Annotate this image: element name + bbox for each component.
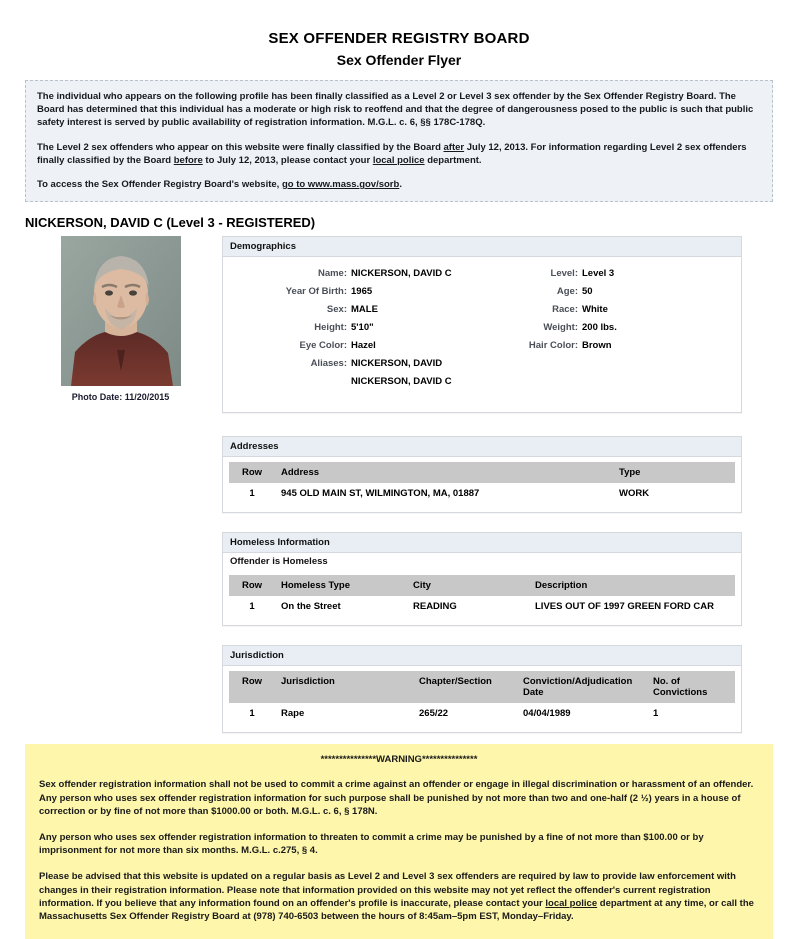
demographics-label: Eye Color:: [299, 340, 347, 352]
homeless-table: [229, 575, 735, 618]
column-header-city: City: [407, 575, 529, 596]
homeless-panel-title: Homeless Information: [223, 533, 741, 553]
sorb-website-link[interactable]: go to www.mass.gov/sorb: [281, 179, 400, 191]
warning-paragraph-2: Any person who uses sex offender registration information to threaten to commit a crime may be punished by a fine of not more than $100.00 or by imprisonment for not more than six months. M.G.L. c.275, § 4.: [39, 832, 704, 857]
column-header-type: Type: [613, 462, 735, 483]
profile-body: [0, 236, 798, 733]
demographics-row: [223, 322, 482, 333]
addresses-table: [229, 462, 735, 505]
cell-row: 1: [229, 483, 275, 505]
demographics-value: 50: [582, 286, 593, 298]
demographics-panel-title: Demographics: [223, 237, 741, 257]
cell-chapter-section: 265/22: [413, 703, 517, 725]
homeless-subtitle: Offender is Homeless: [223, 553, 741, 570]
demographics-row: [482, 304, 741, 315]
demographics-value: Brown: [582, 340, 612, 352]
column-header-row: Row: [229, 575, 275, 596]
table-row: [229, 596, 735, 618]
demographics-value: 200 lbs.: [582, 322, 617, 334]
disclaimer-box: [25, 80, 773, 202]
warning-p3-b: department at any time, or call the Massachusetts Sex Offender Registry Board at (978) 740-6503 between the hours of 8:45am–5pm EST, Monday–Friday.: [39, 897, 754, 923]
column-header-row: Row: [229, 671, 275, 703]
demographics-row: [223, 286, 482, 297]
table-header-row: [229, 671, 735, 703]
disclaimer-p2-c: to July 12, 2013, please contact your: [202, 154, 373, 166]
demographics-row: [223, 358, 482, 369]
cell-city: READING: [407, 596, 529, 618]
demographics-row: [482, 322, 741, 333]
local-police-link[interactable]: local police: [372, 154, 425, 166]
disclaimer-paragraph-3: [37, 178, 761, 191]
demographics-value: 1965: [351, 286, 373, 298]
addresses-table-wrap: [223, 457, 741, 512]
demographics-label: Level:: [550, 268, 578, 280]
demographics-label: Height:: [314, 322, 347, 334]
demographics-value: White: [582, 304, 608, 316]
demographics-label: Hair Color:: [528, 340, 578, 352]
table-row: [229, 483, 735, 505]
demographics-label: Aliases:: [310, 358, 347, 370]
demographics-value: MALE: [351, 304, 378, 316]
demographics-value: Level 3: [582, 268, 615, 280]
page-header: [0, 0, 798, 68]
offender-photo: [61, 236, 181, 386]
disclaimer-p3-b: .: [399, 179, 402, 191]
demographics-row: [482, 340, 741, 351]
jurisdiction-panel: [222, 645, 742, 733]
demographics-left-column: [223, 268, 482, 394]
warning-p3-a: Please be advised that this website is updated on a regular basis as Level 2 and Level 3 sex offenders are required by law to provide law enforcement with changes in their registration information. Please note that information provided on this website may not yet reflect the offender's current registration information. If you believe that any information found on an offender's profile is inaccurate, please contact your: [39, 871, 736, 909]
disclaimer-after-emphasis: after: [443, 141, 465, 153]
demographics-value: NICKERSON, DAVID C: [351, 268, 452, 280]
cell-description: LIVES OUT OF 1997 GREEN FORD CAR: [529, 596, 735, 618]
demographics-label: Year Of Birth:: [285, 286, 347, 298]
demographics-label: Age:: [556, 286, 578, 298]
jurisdiction-panel-title: Jurisdiction: [223, 646, 741, 666]
disclaimer-p2-b: July 12, 2013. For information regarding Level 2 sex offenders finally classified by the Board: [37, 141, 747, 166]
table-header-row: [229, 575, 735, 596]
cell-homeless-type: On the Street: [275, 596, 407, 618]
alias-extra-value: NICKERSON, DAVID C: [351, 376, 452, 388]
column-header-description: Description: [529, 575, 735, 596]
demographics-label: Weight:: [543, 322, 578, 334]
page-subtitle: Sex Offender Flyer: [336, 52, 462, 68]
column-header-chapter-section: Chapter/Section: [413, 671, 517, 703]
column-header-no-of-convictions: No. of Convictions: [647, 671, 735, 703]
addresses-panel: [222, 436, 742, 513]
cell-no-of-convictions: 1: [647, 703, 735, 725]
table-header-row: [229, 462, 735, 483]
demographics-value: 5'10": [351, 322, 374, 334]
cell-type: WORK: [613, 483, 735, 505]
demographics-row: [223, 340, 482, 351]
details-column: [222, 236, 742, 733]
jurisdiction-table: [229, 671, 735, 725]
demographics-label: Race:: [552, 304, 578, 316]
demographics-panel: [222, 236, 742, 413]
cell-jurisdiction: Rape: [275, 703, 413, 725]
disclaimer-p2-a: The Level 2 sex offenders who appear on this website were finally classified by the Board: [37, 141, 444, 153]
disclaimer-before-emphasis: before: [173, 154, 203, 166]
warning-title: ***************WARNING***************: [320, 754, 478, 766]
disclaimer-paragraph-2: [37, 141, 761, 167]
homeless-table-wrap: [223, 570, 741, 625]
addresses-panel-title: Addresses: [223, 437, 741, 457]
demographics-right-column: [482, 268, 741, 394]
photo-column: [28, 236, 213, 402]
column-header-address: Address: [275, 462, 613, 483]
demographics-row: [482, 286, 741, 297]
demographics-value: Hazel: [351, 340, 376, 352]
column-header-jurisdiction: Jurisdiction: [275, 671, 413, 703]
demographics-row: [223, 268, 482, 279]
demographics-label: Sex:: [326, 304, 347, 316]
table-row: [229, 703, 735, 725]
disclaimer-p3-a: To access the Sex Offender Registry Board's website,: [37, 179, 282, 191]
warning-box: [25, 744, 773, 939]
column-header-row: Row: [229, 462, 275, 483]
demographics-label: Name:: [317, 268, 347, 280]
cell-row: 1: [229, 703, 275, 725]
page-title: SEX OFFENDER REGISTRY BOARD: [268, 30, 530, 47]
demographics-row: [482, 268, 741, 279]
demographics-value: NICKERSON, DAVID: [351, 358, 443, 370]
warning-local-police-link[interactable]: local police: [545, 897, 598, 909]
jurisdiction-table-wrap: [223, 666, 741, 732]
photo-date-caption: Photo Date: 11/20/2015: [71, 392, 170, 403]
disclaimer-p2-d: department.: [424, 154, 482, 166]
column-header-homeless-type: Homeless Type: [275, 575, 407, 596]
cell-row: 1: [229, 596, 275, 618]
warning-paragraph-3: [39, 870, 759, 923]
offender-name-header: NICKERSON, DAVID C (Level 3 - REGISTERED): [25, 215, 316, 231]
homeless-panel: [222, 532, 742, 626]
column-header-conviction-date: Conviction/Adjudication Date: [517, 671, 647, 703]
cell-conviction-date: 04/04/1989: [517, 703, 647, 725]
disclaimer-paragraph-1: The individual who appears on the following profile has been finally classified as a Level 2 or Level 3 sex offender by the Sex Offender Registry Board. The Board has determined that this individual has a moderate or high risk to reoffend and that the degree of dangerousness posed to the public is such that public safety interest is served by public availability of registration information. M.G.L. c. 6, §§ 178C-178Q.: [37, 91, 754, 129]
demographics-grid: [223, 257, 741, 412]
cell-address: 945 OLD MAIN ST, WILMINGTON, MA, 01887: [275, 483, 613, 505]
demographics-row: [223, 304, 482, 315]
warning-paragraph-1: Sex offender registration information shall not be used to commit a crime against an offender or engage in illegal discrimination or harassment of an offender. Any person who uses sex offender registration information for such purpose shall be punished by not more than two and one-half (2 ½) years in a house of correction or by fine of not more than $1000.00 or both. M.G.L. c. 6, § 178N.: [39, 779, 754, 817]
